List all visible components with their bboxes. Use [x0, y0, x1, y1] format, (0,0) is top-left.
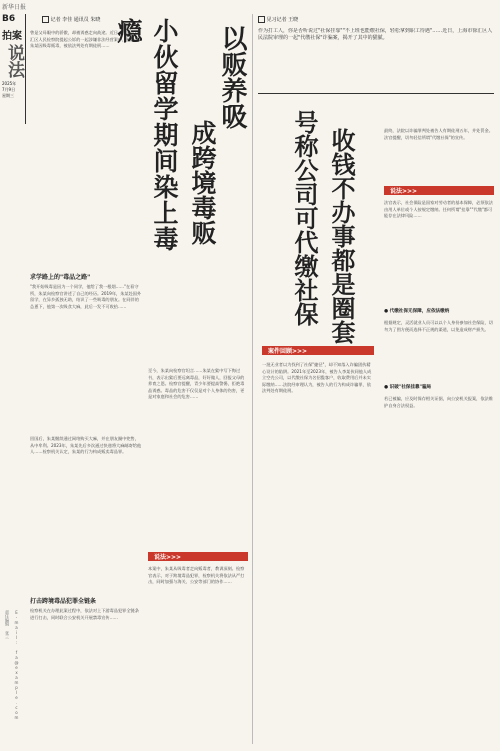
column-divider: [252, 14, 253, 744]
headline1-line3: 小伙留学期间染上毒瘾: [114, 18, 179, 252]
date-line-1: 2025年: [2, 81, 17, 86]
left-para-2: 回国后，朱某继续通过网络购买大麻，并在朋友圈中兜售，从中牟利。2023年，朱某先后多次通过快递将大麻邮寄给他人……检察机关认定，朱某的行为构成贩卖毒品罪。: [30, 436, 142, 455]
col4-para2: 根据规定，灵活就业人员可以以个人身份参加社会保险，切勿为了图方便而选择不正规的渠道，以免造成财产损失。: [384, 320, 493, 332]
col4-banner: 说法>>>: [384, 186, 494, 195]
banner-a: 说法>>>: [148, 552, 248, 561]
page-code: B6: [2, 14, 16, 24]
banner-b: 案件回顾>>>: [262, 346, 374, 355]
right-rule: [258, 93, 494, 94]
byline-text: 记者 李佳 通讯员 朱晓: [50, 17, 101, 23]
right-lead: 作为打工人，你是否听说过"社保挂靠""不上班也能缴社保，轻松拿到职工待遇"……近日，上海市徐汇区人民法院审理的一起"代缴社保"诈骗案，揭开了其中的猫腻。: [258, 28, 493, 41]
doc-icon: [42, 16, 49, 23]
col4-subhead2: ● 识破"社保挂靠"骗局: [384, 385, 432, 390]
doc-icon-2: [258, 16, 265, 23]
headline1-line2: 成跨境毒贩: [188, 120, 217, 245]
byline-text-2: 见习记者 王晓: [266, 17, 299, 23]
middle-para: 至今，朱某向检察官坦言……朱某在狱中写下悔过书，表示出狱后要远离毒品，好好做人，回报父母的养育之恩。检察官提醒，青少年要提高警惕，拒绝毒品诱惑。毒品的危害不仅仅是对个人身体的伤害，更是对家庭和社会的危害……: [148, 368, 245, 400]
section-label: [2, 14, 26, 124]
footer-editor: 责任编辑 张三: [5, 610, 10, 639]
banner-a-text: 本案中，朱某从吸毒者走向贩毒者，教训深刻。检察官表示，对于跨境毒品犯罪，检察机关将依法从严打击，同时加强与海关、公安等部门的协作……: [148, 566, 245, 585]
date-line-3: 星期三: [2, 93, 14, 98]
right-byline: [258, 16, 458, 26]
date-line-2: 7月9日: [2, 87, 16, 92]
col4-top: 最终，法院以诈骗罪判处被告人有期徒刑五年，并处罚金。法官提醒，切勿轻信所谓"代缴社保"的宣传。: [384, 128, 493, 140]
masthead: [0, 0, 500, 14]
headline2-line1: 收钱不办事都是圈套: [327, 128, 356, 344]
section-name-a: 拍案: [2, 31, 22, 42]
right-middle-para: 一批无业者以为找到了社保"捷径"，却不知落入诈骗团伙精心设计的陷阱。2021年至2023年，被告人李某伙同他人成立空壳公司，以代缴社保为名招揽客户，收取费用后并未实际缴纳……法院经审理认为，被告人的行为构成诈骗罪，依法判处有期徒刑。: [262, 362, 372, 394]
site-name: 新华日报: [2, 4, 27, 11]
col4-subhead: ● 代缴社保无保障，应依法缴纳: [384, 309, 450, 314]
headline2-line2: 号称公司可代缴社保: [290, 110, 319, 326]
col4-para: 法官表示，社会保险是国家对劳动者的基本保障，必须依法由用人单位或个人按规定缴纳。任何所谓"挂靠""代缴"都可能存在法律风险……: [384, 200, 493, 219]
left-subhead-2: 打击跨境毒品犯罪全链条: [30, 598, 97, 605]
col4-para3: 若已被骗，应及时保存相关证据，向公安机关报案，依法维护自身合法权益。: [384, 396, 493, 408]
left-lead: 曾是父母眼中的骄傲，却被诱惑走向歧途。近日，上海市徐汇区人民检察院提起公诉的一起涉嫌非法经营案中，被告人朱某因吸毒贩毒，被依法判处有期徒刑……: [30, 30, 139, 49]
left-subhead-1: 求学路上的"毒品之路": [30, 274, 91, 281]
left-para-1: "我开始吸毒是因为一个同学，他给了我一根烟……"在看守所，朱某向检察官讲述了自己的经历。2019年，朱某赴国外留学，在异乡孤独无助，结识了一些吸毒的朋友。在同伴的怂恿下，他第一次吸食大麻，此后一发不可收拾……: [30, 284, 142, 309]
left-para-3: 检察机关在办理此案过程中，依法对上下游毒品犯罪全链条进行打击，同时联合公安机关开展禁毒宣传……: [30, 608, 139, 620]
headline1-line1: 以贩养吸: [217, 25, 247, 129]
section-name-b: 说法: [4, 44, 24, 78]
footer-email: E-mail: fa@example.com: [14, 610, 19, 720]
